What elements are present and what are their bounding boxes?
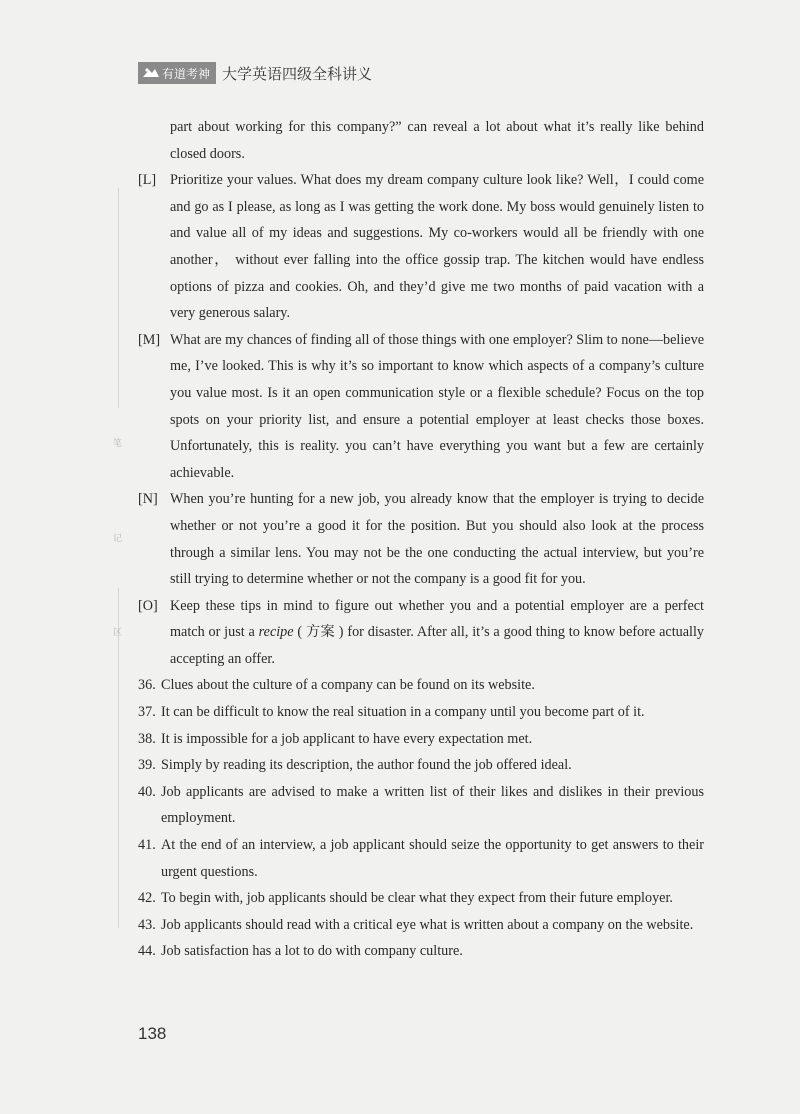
margin-rule-top xyxy=(118,188,119,408)
question-text: It can be difficult to know the real situation in a company until you become part of it. xyxy=(161,704,645,721)
margin-rule-bottom xyxy=(118,588,119,928)
question-item xyxy=(138,832,704,885)
question-item xyxy=(138,779,704,832)
paragraph-label: [M] xyxy=(138,331,161,348)
question-text: Job applicants should read with a critical eye what is written about a company on the website. xyxy=(161,916,694,933)
paragraph-label: [L] xyxy=(138,172,157,189)
paragraph-text: part about working for this company?” can reveal a lot about what it’s really like behind closed doors. xyxy=(170,119,704,162)
continued-paragraph xyxy=(138,114,704,167)
question-number: 40. xyxy=(138,783,156,800)
brand-name: 有道考神 xyxy=(162,66,211,81)
question-text: It is impossible for a job applicant to have every expectation met. xyxy=(161,730,533,747)
question-item xyxy=(138,938,704,965)
question-item xyxy=(138,752,704,779)
question-item xyxy=(138,672,704,699)
question-item xyxy=(138,912,704,939)
book-title: 大学英语四级全科讲义 xyxy=(222,64,373,83)
question-number: 38. xyxy=(138,730,156,747)
margin-mark-ji: 记 xyxy=(113,534,123,544)
question-number: 44. xyxy=(138,943,156,960)
paragraph-text: Prioritize your values. What does my dream company culture look like? Well，I could come and go as I please, as long as I was getting the work done. My boss would genuinely listen to and value all of my ideas and suggestions. My co-workers would all be friendly with one another， without ever falling into the office gossip trap. The kitchen would have endless options of pizza and cookies. Oh, and they’d give me two months of paid vacation with a very generous salary. xyxy=(170,172,704,322)
question-item xyxy=(138,699,704,726)
italic-term: recipe xyxy=(258,624,294,641)
question-number: 39. xyxy=(138,757,156,774)
paragraph-text-after: ( 方案 ) for disaster. After all, it’s a good thing to know before actually accepting an offer. xyxy=(170,624,705,667)
paragraph-o xyxy=(138,593,704,673)
paragraph-l xyxy=(138,167,704,327)
question-text: At the end of an interview, a job applicant should seize the opportunity to get answers to their urgent questions. xyxy=(161,837,704,880)
brand-logo-icon xyxy=(142,66,160,80)
question-number: 41. xyxy=(138,837,156,854)
paragraph-m xyxy=(138,327,704,487)
page-body xyxy=(138,114,704,965)
question-number: 37. xyxy=(138,704,156,721)
paragraph-text: When you’re hunting for a new job, you already know that the employer is trying to decide whether or not you’re a good it for the position. But you should also look at the process through a similar lens. You may not be the one conducting the actual interview, but you’re still trying to determine whether or not the company is a good fit for you. xyxy=(170,491,704,588)
question-item xyxy=(138,726,704,753)
paragraph-label: [O] xyxy=(138,597,158,614)
question-text: Simply by reading its description, the author found the job offered ideal. xyxy=(161,757,572,774)
margin-mark-bi: 笔 xyxy=(113,439,123,449)
question-item xyxy=(138,885,704,912)
question-text: Clues about the culture of a company can be found on its website. xyxy=(161,677,535,694)
paragraph-text: What are my chances of finding all of those things with one employer? Slim to none—believe me, I’ve looked. This is why it’s so important to know which aspects of a company’s culture you value most. Is it an open communication style or a flexible schedule? Focus on the top spots on your priority list, and ensure a potential employer at least checks those boxes. Unfortunately, this is reality. you can’t have everything you want but a few are certainly achievable. xyxy=(170,331,704,481)
page-number: 138 xyxy=(138,1024,167,1043)
question-text: To begin with, job applicants should be clear what they expect from their future employer. xyxy=(161,890,673,907)
paragraph-n xyxy=(138,486,704,592)
question-text: Job satisfaction has a lot to do with company culture. xyxy=(161,943,463,960)
question-text: Job applicants are advised to make a written list of their likes and dislikes in their previous employment. xyxy=(161,783,704,827)
brand-badge xyxy=(138,62,216,84)
paragraph-text-before: Keep these tips in mind to figure out whether you and a potential employer are a perfect match or just a xyxy=(170,597,704,641)
question-number: 42. xyxy=(138,890,156,907)
margin-mark-qu: 区 xyxy=(113,628,123,638)
question-number: 43. xyxy=(138,916,156,933)
page-header xyxy=(138,62,372,84)
question-number: 36. xyxy=(138,677,156,694)
paragraph-label: [N] xyxy=(138,491,158,508)
paragraph-text xyxy=(170,598,704,667)
